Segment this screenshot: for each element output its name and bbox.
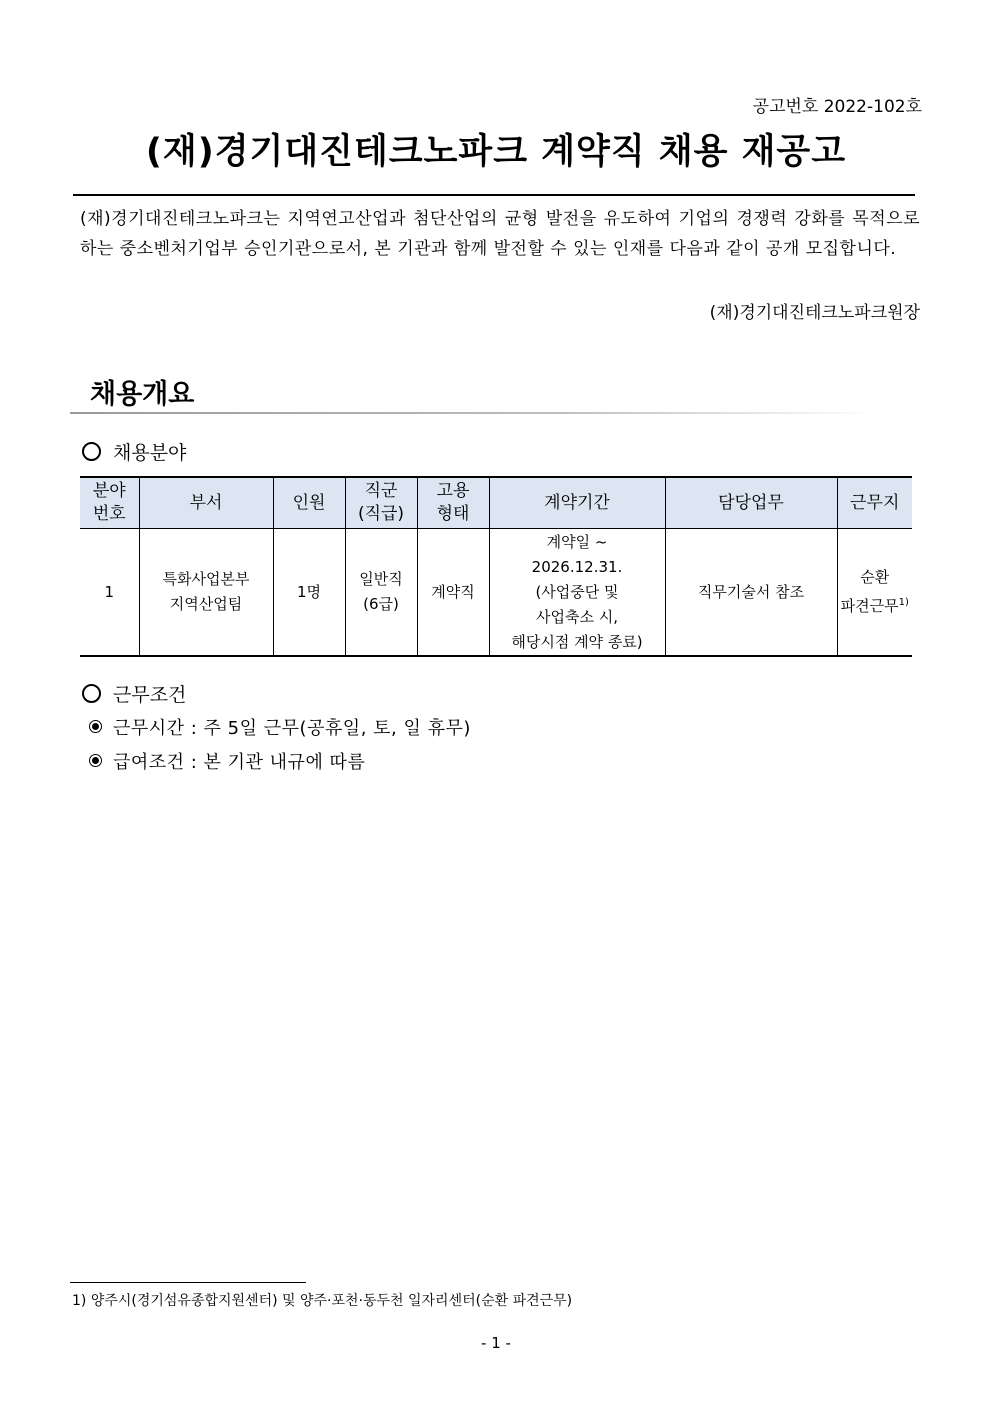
conditions-heading-text: 근무조건 bbox=[113, 684, 187, 706]
col-header-duties bbox=[665, 477, 837, 529]
page-number: - 1 - bbox=[481, 1334, 511, 1352]
list-item-text: 급여조건 : 본 기관 내규에 따름 bbox=[113, 752, 366, 773]
cell-text: 1 bbox=[104, 582, 115, 601]
signature: (재)경기대진테크노파크원장 bbox=[709, 303, 920, 323]
header-line: 담당업무 bbox=[718, 492, 784, 513]
list-item-text: 근무시간 : 주 5일 근무(공휴일, 토, 일 휴무) bbox=[113, 718, 471, 739]
conditions-subheading bbox=[82, 680, 186, 707]
recruitment-table bbox=[80, 476, 912, 657]
cell-department bbox=[139, 529, 273, 657]
col-header-headcount bbox=[273, 477, 345, 529]
col-header-field-no bbox=[80, 477, 139, 529]
cell-employment-type bbox=[417, 529, 489, 657]
cell-text: 순환 파견근무 bbox=[840, 568, 899, 615]
title-divider bbox=[73, 194, 915, 196]
col-header-contract-period bbox=[489, 477, 665, 529]
footnote: 1) 양주시(경기섬유종합지원센터) 및 양주·포천·동두천 일자리센터(순환 파견근무) bbox=[72, 1293, 573, 1309]
col-header-workplace bbox=[837, 477, 912, 529]
col-header-employment-type bbox=[417, 477, 489, 529]
circle-bullet-icon bbox=[82, 442, 101, 461]
header-line: 계약기간 bbox=[544, 492, 610, 513]
section-heading: 채용개요 bbox=[90, 379, 195, 410]
cell-field-no bbox=[80, 529, 139, 657]
cell-text: 1명 bbox=[296, 582, 322, 601]
header-line: 부서 bbox=[189, 492, 223, 513]
header-line: 근무지 bbox=[850, 492, 900, 513]
conditions-list bbox=[90, 712, 471, 780]
intro-paragraph: (재)경기대진테크노파크는 지역연고산업과 첨단산업의 균형 발전을 유도하여 기업의 경쟁력 강화를 목적으로 하는 중소벤처기업부 승인기관으로서, 본 기관과 함께 발전할 수 있는 인재를 다음과 같이 공개 모집합니다. bbox=[80, 209, 920, 259]
cell-duties bbox=[665, 529, 837, 657]
field-subheading bbox=[82, 438, 186, 465]
cell-headcount bbox=[273, 529, 345, 657]
bullet-icon bbox=[90, 755, 101, 766]
section-divider bbox=[70, 412, 880, 414]
list-item bbox=[90, 712, 471, 746]
notice-number: 공고번호 2022-102호 bbox=[752, 97, 922, 117]
table-header-row bbox=[80, 477, 912, 529]
cell-workplace bbox=[837, 529, 912, 657]
field-heading-text: 채용분야 bbox=[113, 442, 187, 464]
cell-text: 계약일 ~ 2026.12.31. (사업중단 및 사업축소 시, 해당시점 계약 종료) bbox=[511, 532, 643, 651]
col-header-department bbox=[139, 477, 273, 529]
header-line: 고용 형태 bbox=[436, 481, 470, 524]
cell-text: 계약직 bbox=[431, 582, 475, 601]
table-row bbox=[80, 529, 912, 657]
list-item bbox=[90, 746, 471, 780]
cell-text: 일반직 (6급) bbox=[359, 570, 403, 613]
cell-contract-period bbox=[489, 529, 665, 657]
header-line: 인원 bbox=[292, 492, 326, 513]
footnote-marker[interactable]: 1) bbox=[898, 597, 909, 608]
bullet-icon bbox=[90, 721, 101, 732]
header-line: 직군 (직급) bbox=[357, 481, 405, 524]
col-header-job-group bbox=[345, 477, 417, 529]
header-line: 분야 번호 bbox=[92, 481, 126, 524]
cell-job-group bbox=[345, 529, 417, 657]
cell-text: 특화사업본부 지역산업팀 bbox=[162, 570, 250, 613]
page-title: (재)경기대진테크노파크 계약직 채용 재공고 bbox=[145, 132, 847, 172]
cell-text: 직무기술서 참조 bbox=[697, 582, 805, 601]
circle-bullet-icon bbox=[82, 684, 101, 703]
footnote-divider bbox=[70, 1282, 306, 1283]
